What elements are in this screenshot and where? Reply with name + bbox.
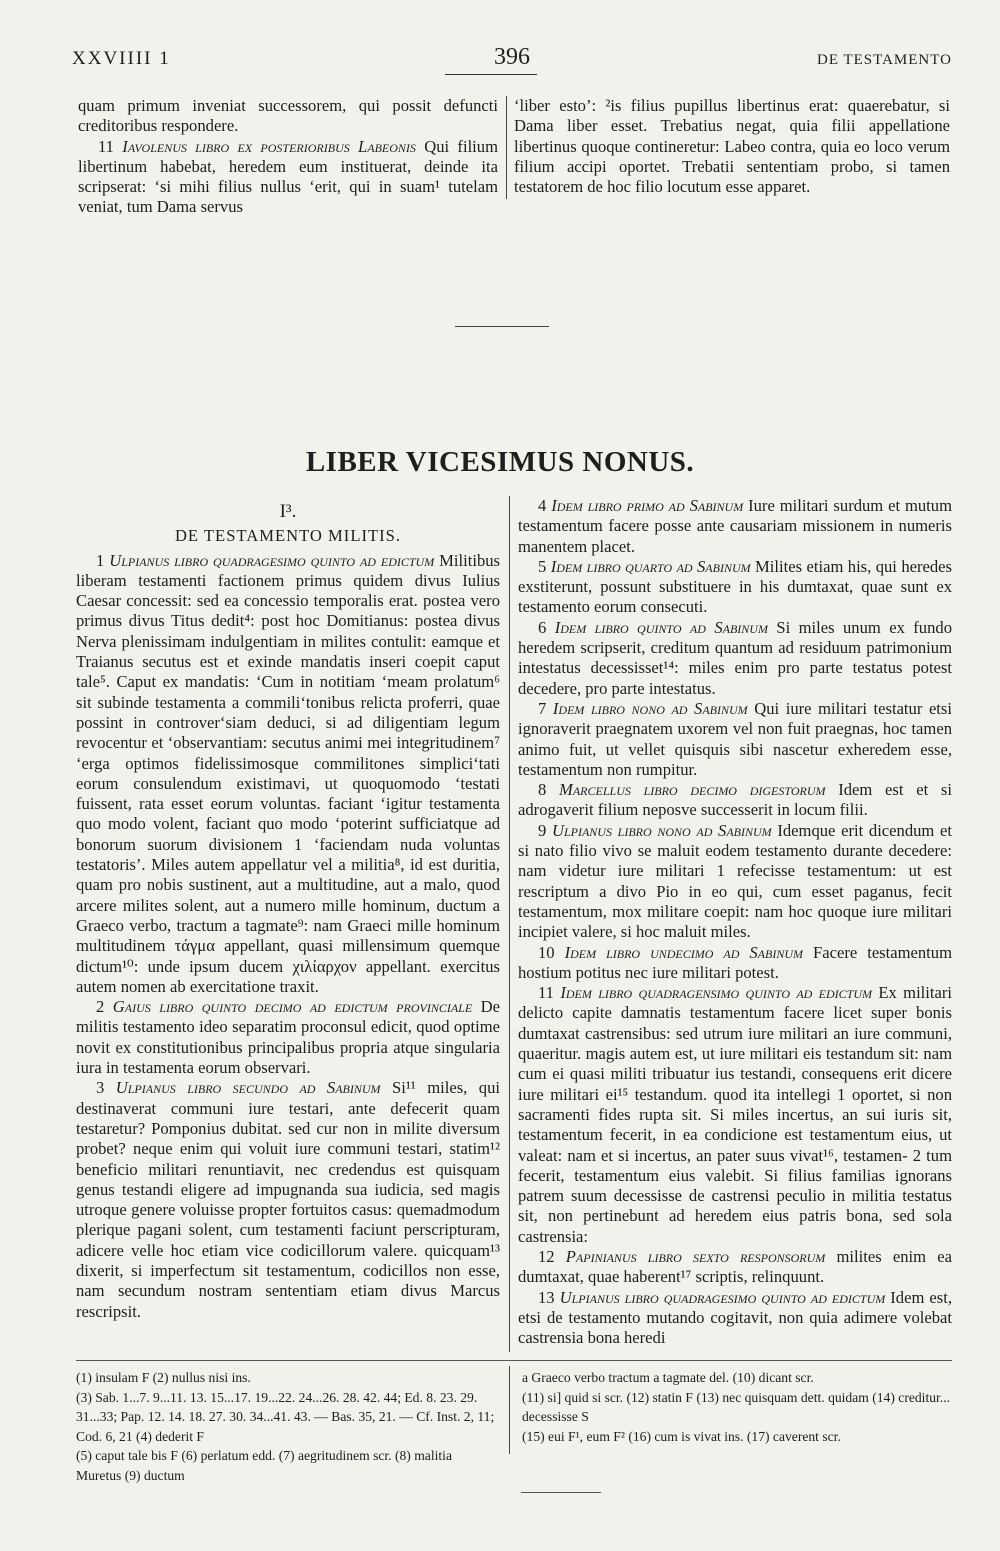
fragment-number: 6 bbox=[538, 617, 547, 637]
fragment-number: 11 bbox=[538, 983, 554, 1003]
fragment-reference: Papinianus libro sexto responsorum bbox=[565, 1246, 826, 1266]
footnote-line: (5) caput tale bis F (6) perlatum edd. (7) aegritudinem scr. (8) malitia Muretus (9) ductum bbox=[76, 1448, 452, 1483]
top-left-column bbox=[78, 96, 498, 218]
fragment-text: Idemque erit dicendum et si nato filio vivo se maluit eodem testamento durante decedere: nam videtur iure militari 1 refecisse testamentum: ut est rescriptum a divo Pio in eo qui, cum esset paganus, fecit testamentum, mox militare coepit: nam hoc quoque iure militari incipiet valere, si hoc maluit miles. bbox=[518, 820, 952, 942]
fragment-text: Militibus liberam testamenti factionem primus quidem divus Iulius Caesar concessit: sed ea concessio temporalis erat. postea vero primus divus Titus dedit⁴: post hoc Domitianus: postea divus Nerva plenissimam indulgentiam in milites contulit: eamque et Traianus secutus est et exinde mandatis inseri coepit caput tale⁵. Caput ex mandatis: ‘Cum in notitiam ‘meam prolatum⁶ sit subinde testamenta a commili‘tonibus relicta proferri, quae possint in controver‘siam deduci, si ad diligentiam legum revocentur et ‘observantiam: secutus animi mei integritudinem⁷ ‘erga optimos fidelissimosque commilitones simplici‘tati eorum consulendum existimavi, ut quoquomodo ‘testati fuissent, rata esset eorum voluntas. faciant ‘igitur testamenta quo modo volent, faciant quo modo ‘poterint sufficiatque ad bonorum suorum divisionem 1 ‘faciendam nuda voluntas testatoris’. Miles autem appellatur vel a militia⁸, id est duritia, quam pro nobis sustinent, aut a multitudine, aut a malo, quod arcere milites solent, aut a numero mille hominum, ductum a Graeco verbo, tractum a tagmate⁹: nam Graeci mille hominum multitudinem τάγμα appellant, quasi millensimum quemque dictum¹⁰: unde ipsum ducem χιλίαρχον appellant. exercitus autem nomen ab exercitatione traxit. bbox=[76, 550, 500, 996]
fragment bbox=[518, 618, 952, 699]
fragment bbox=[518, 1247, 952, 1288]
section-rule bbox=[455, 326, 549, 327]
column-divider bbox=[506, 96, 507, 199]
fragment-text: Milites etiam his, qui heredes exstiterunt, possunt substituere in his dumtaxat, quae sunt ex testamento eorum consecuti. bbox=[518, 556, 952, 617]
fragment-reference: Idem libro quarto ad Sabinum bbox=[550, 556, 751, 576]
footnotes-left bbox=[76, 1368, 500, 1486]
fragment-number: 7 bbox=[538, 698, 547, 718]
footnote-rule bbox=[76, 1360, 952, 1361]
paragraph: quam primum inveniat successorem, qui possit defuncti creditoribus respondere. bbox=[78, 96, 498, 136]
header-book-number: XXVIIII 1 bbox=[72, 48, 171, 69]
fragment bbox=[76, 997, 500, 1078]
footnote-line: a Graeco verbo tractum a tagmate del. (10) dicant scr. bbox=[522, 1370, 814, 1385]
fragment-number: 13 bbox=[538, 1287, 555, 1307]
fragment bbox=[518, 557, 952, 618]
fragment bbox=[76, 1078, 500, 1322]
column-divider bbox=[509, 496, 510, 1352]
fragment-number: 2 bbox=[96, 997, 105, 1017]
fragment bbox=[518, 1288, 952, 1349]
left-column bbox=[76, 502, 500, 1322]
fragment-number: 1 bbox=[96, 550, 105, 570]
fragment-text: Ex militari delicto capite damnatis testamentum facere licet super bonis dumtaxat castrensibus: sed utrum iure militari an iure communi, quaeritur. magis autem est, ut iure militari eis testandum sit: nam cum ei quasi militi tribuatur ius testandi, consequens erit dicere iure militari ei¹⁵ testandum. quod ita intellegi 1 oportet, si non sacramenti fides rupta sit. Si miles incertus, an sui iuris sit, testamentum fecerit, in ea condicione est testamentum eius, ut valeat: nam et si incertus, an pater suus vivat¹⁶, testamen- 2 tum fecerit, testamentum eius valebit. Si filius familias ignorans patrem suum decessisse de castrensi peculio in militia testatus sit, non pertinebunt ad heredem eius patris bona, sed sola castrensia: bbox=[518, 983, 953, 1246]
fragment bbox=[518, 780, 952, 821]
fragment-number: 3 bbox=[96, 1078, 105, 1098]
fragment-reference: Idem libro quadragensimo quinto ad edictum bbox=[560, 983, 873, 1003]
footnote-line: (15) eui F¹, eum F² (16) cum is vivat ins. (17) caverent scr. bbox=[522, 1428, 841, 1444]
top-right-column bbox=[514, 96, 950, 197]
fragment-text: De militis testamento ideo separatim proconsul edicit, quod optime novit ex constitutionibus principalibus propria atque singularia iura in testamenta eorum observari. bbox=[76, 997, 500, 1078]
footnote-line: (3) Sab. 1...7. 9...11. 13. 15...17. 19...22. 24...26. 28. 42. 44; Ed. 8. 23. 29. 31...33; Pap. 12. 14. 18. 27. 30. 34...41. 43. — Bas. 35, 21. — Cf. Inst. 2, 11; Cod. 6, 21 (4) dederit F bbox=[76, 1389, 495, 1444]
fragment-number: 11 bbox=[98, 136, 114, 156]
fragment-reference: Gaius libro quinto decimo ad edictum provinciale bbox=[112, 997, 473, 1017]
fragment-text: Iure militari surdum et mutum testamentum facere posse ante causariam missionem in numeris manentem placet. bbox=[518, 496, 952, 556]
fragment-reference: Idem libro nono ad Sabinum bbox=[552, 698, 748, 718]
fragment bbox=[76, 551, 500, 998]
fragment-number: 10 bbox=[538, 942, 555, 962]
section-number: I³. bbox=[279, 501, 297, 522]
footnote-line: (11) si] quid si scr. (12) statin F (13) nec quisquam dett. quidam (14) creditur... decessisse S bbox=[522, 1389, 950, 1425]
paragraph bbox=[78, 137, 498, 218]
fragment-number: 8 bbox=[538, 780, 547, 800]
right-column bbox=[518, 496, 952, 1348]
fragment-reference: Marcellus libro decimo digestorum bbox=[559, 780, 826, 800]
fragment bbox=[518, 699, 952, 780]
fragment bbox=[518, 943, 952, 984]
book-title: LIBER VICESIMUS NONUS. bbox=[305, 446, 695, 478]
fragment-reference: Ulpianus libro quadragesimo quinto ad edictum bbox=[559, 1287, 886, 1307]
fragment-reference: Iavolenus libro ex posterioribus Labeonis bbox=[122, 136, 416, 156]
fragment-reference: Idem libro quinto ad Sabinum bbox=[554, 617, 768, 637]
fragment bbox=[518, 821, 952, 943]
paragraph: ‘liber esto’: ²is filius pupillus libertinus erat: quaerebatur, si Dama liber esset. Trebatius negat, quia filii appellatione libertinus quoque contineretur: Labeo contra, quia eo loco verum filium accipi oportet. Trebatii sententiam probo, si tamen testatorem de hoc filio locutum esse apparet. bbox=[514, 96, 950, 197]
page-number: 396 bbox=[494, 44, 530, 70]
footnote-divider bbox=[509, 1366, 510, 1454]
footnote-line: (1) insulam F (2) nullus nisi ins. bbox=[76, 1370, 251, 1385]
fragment-text: Idem est et si adrogaverit filium neposve successerit in locum filii. bbox=[518, 780, 952, 820]
fragment-number: 9 bbox=[538, 820, 547, 840]
fragment-reference: Idem libro primo ad Sabinum bbox=[551, 496, 744, 515]
fragment bbox=[518, 496, 952, 557]
fragment-text: milites enim ea dumtaxat, quae haberent¹⁷ scriptis, relinquunt. bbox=[518, 1246, 952, 1287]
fragment-reference: Ulpianus libro secundo ad Sabinum bbox=[115, 1078, 381, 1098]
fragment bbox=[518, 983, 952, 1247]
fragment-reference: Ulpianus libro nono ad Sabinum bbox=[551, 820, 772, 840]
fragment-text: Idem est, etsi de testamento mutando cogitavit, non quia adimere volebat castrensia bona heredi bbox=[518, 1287, 952, 1348]
fragment-number: 12 bbox=[538, 1246, 555, 1266]
fragment-text: Facere testamentum hostium potitus nec iure militari potest. bbox=[518, 942, 952, 982]
fragment-text: Si¹¹ miles, qui destinaverat communi iure testari, ante defecerit quam testaretur? Pomponius dubitat. sed cur non in milite diversum probet? neque enim qui voluit iure communi testari, statim¹² beneficio militari renuntiavit, nec credendus est quisquam genus testandi eligere ad impugnanda sua iudicia, sed magis utroque genere voluisse propter fortuitos casus: quemadmodum plerique pagani solent, cum testamenti faciunt perscripturam, adicere velle hoc etiam vice codicillorum valere. quicquam¹³ dixerit, si imperfectum sit testamentum, codicillos non esse, nam secundum nostram sententiam etiam divus Marcus rescripsit. bbox=[76, 1078, 500, 1321]
fragment-number: 5 bbox=[538, 556, 547, 576]
fragment-text: Si miles unum ex fundo heredem scripserit, creditum quantum ad residuum patrimonium intestatus decessisset¹⁴: miles enim pro parte testatus potest decedere, pro parte intestatus. bbox=[518, 617, 952, 698]
section-title: DE TESTAMENTO MILITIS. bbox=[174, 526, 402, 546]
footnote-end-rule bbox=[521, 1492, 601, 1493]
fragment-reference: Idem libro undecimo ad Sabinum bbox=[564, 942, 804, 962]
header-rule bbox=[445, 74, 537, 75]
footnotes-right bbox=[522, 1368, 952, 1446]
fragment-number: 4 bbox=[538, 496, 547, 515]
fragment-text: Qui filium libertinum habebat, heredem eum instituerat, deinde ita scripserat: ‘si mihi filius nullus ‘erit, qui in suam¹ tutelam veniat, tum Dama servus bbox=[78, 136, 498, 217]
header-title: DE TESTAMENTO bbox=[817, 52, 952, 68]
fragment-reference: Ulpianus libro quadragesimo quinto ad edictum bbox=[109, 550, 435, 570]
fragment-text: Qui iure militari testatur etsi ignoraverit praegnatem uxorem vel non fuit praegnas, hoc tamen animo fuit, ut vellet quisquis sibi nascetur exheredem esse, testamentum non rumpitur. bbox=[518, 698, 952, 779]
